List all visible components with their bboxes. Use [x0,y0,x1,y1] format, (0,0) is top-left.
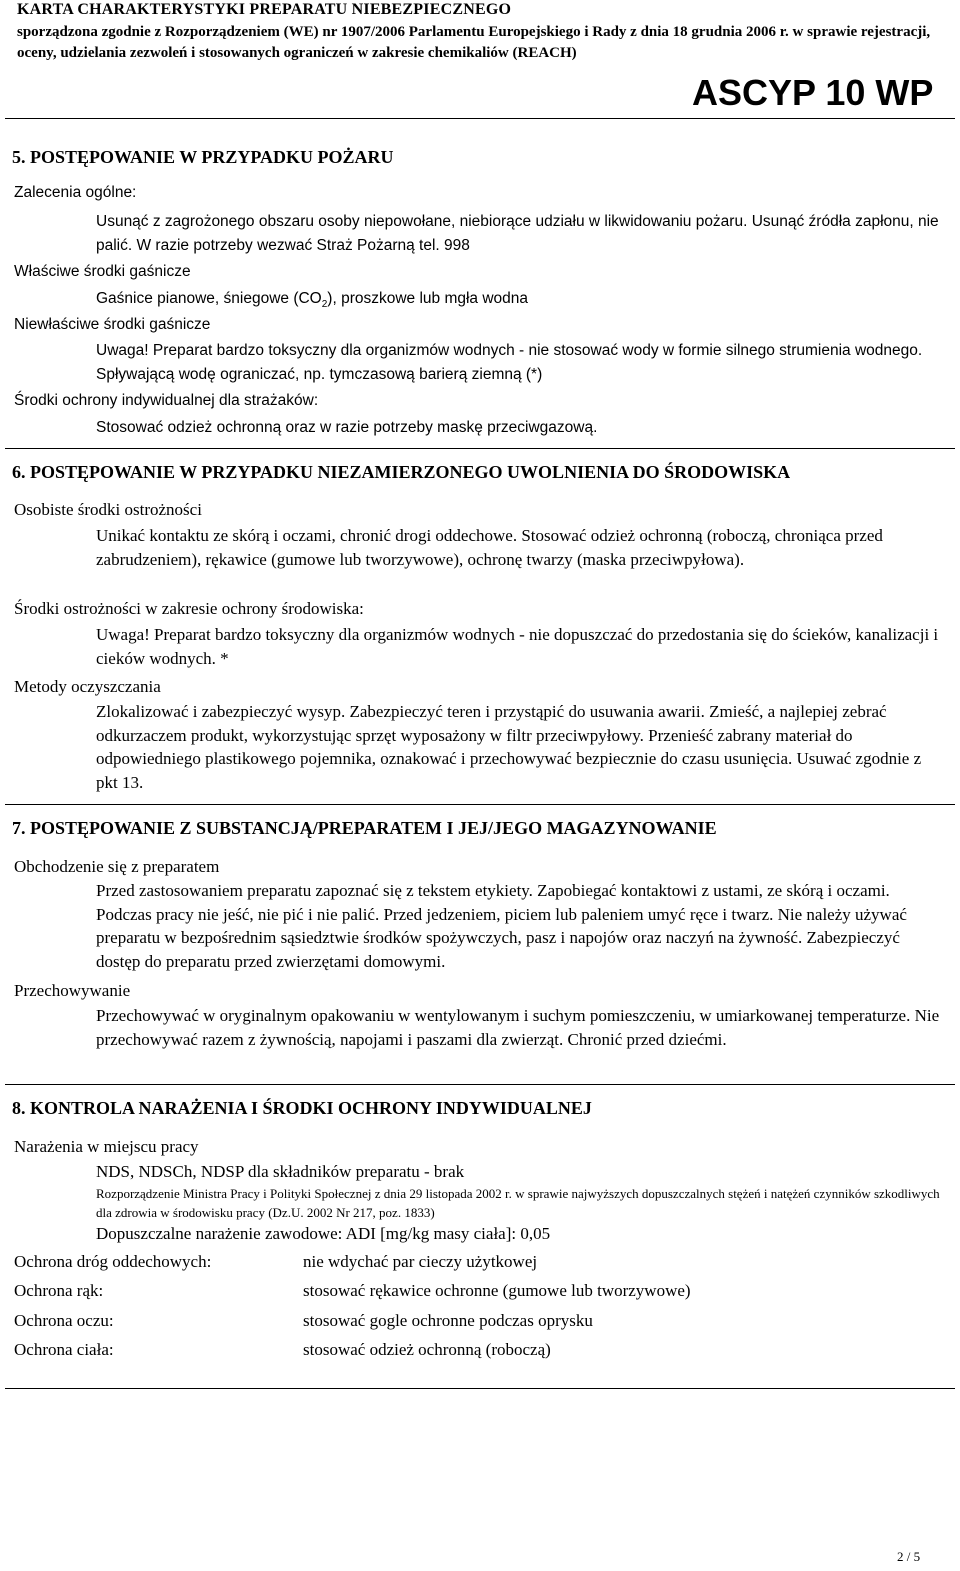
section-5-title: 5. POSTĘPOWANIE W PRZYPADKU POŻARU [12,147,394,167]
s6-label-cleanup: Metody oczyszczania [14,677,161,696]
s7-label-storage: Przechowywanie [14,981,131,1000]
s5-label-suitable: Właściwe środki gaśnicze [14,263,191,280]
s6-label-personal: Osobiste środki ostrożności [14,500,202,519]
s8-eyes-value: stosować gogle ochronne podczas oprysku [303,1311,593,1330]
s8-respiratory-value: nie wdychać par cieczy użytkowej [303,1252,538,1271]
s7-label-handling: Obchodzenie się z preparatem [14,857,220,876]
s5-label-firefighters: Środki ochrony indywidualnej dla strażaków: [14,392,319,409]
s6-text-cleanup: Zlokalizować i zabezpieczyć wysyp. Zabezpieczyć teren i przystąpić do usuwania awarii. Zmieść, a najlepiej zebrać odkurzaczem produkt, wykorzystując sprzęt wyposażony w filtr przeciwpyłowy. Przenieść zabrany materiał do odpowiedniego plastikowego pojemnika, oznakować i przechowywać bezpiecznie do czasu usunięcia. Usuwać zgodnie z pkt 13. [96,702,922,792]
document-subtitle: sporządzona zgodnie z Rozporządzeniem (WE) nr 1907/2006 Parlamentu Europejskiego i Rady z dnia 18 grudnia 2006 r. w sprawie rejestracji, oceny, udzielania zezwoleń i stosowanych ograniczeń w zakresie chemikaliów (REACH) [17,24,931,61]
page-number: 2 / 5 [897,1549,921,1564]
s5-text-unsuitable: Uwaga! Preparat bardzo toksyczny dla organizmów wodnych - nie stosować wody w formie silnego strumienia wodnego. Spływającą wodę ograniczać, np. tymczasową barierą ziemną (*) [96,342,923,383]
s8-regulation-note: Rozporządzenie Ministra Pracy i Polityki Społecznej z dnia 29 listopada 2002 r. w sprawie najwyższych dopuszczalnych stężeń i natężeń czynników szkodliwych dla zdrowia w środowisku pracy (Dz.U. 2002 Nr 217, poz. 1833) [96,1186,940,1220]
s5-label-unsuitable: Niewłaściwe środki gaśnicze [14,316,211,333]
divider [5,1084,955,1085]
s8-body-label: Ochrona ciała: [14,1340,114,1359]
divider [5,118,955,119]
s8-respiratory-label: Ochrona dróg oddechowych: [14,1252,212,1271]
s8-text-nds: NDS, NDSCh, NDSP dla składników preparatu - brak [96,1162,465,1181]
section-7-title: 7. POSTĘPOWANIE Z SUBSTANCJĄ/PREPARATEM I JEJ/JEGO MAGAZYNOWANIE [12,818,717,838]
document-title: KARTA CHARAKTERYSTYKI PREPARATU NIEBEZPIECZNEGO [17,1,512,18]
s6-text-personal: Unikać kontaktu ze skórą i oczami, chronić drogi oddechowe. Stosować odzież ochronną (roboczą, chroniąca przed zabrudzeniem), rękawice (gumowe lub tworzywowe), ochronę twarzy (maska przeciwpyłowa). [96,526,883,569]
section-6-title: 6. POSTĘPOWANIE W PRZYPADKU NIEZAMIERZONEGO UWOLNIENIA DO ŚRODOWISKA [12,462,791,482]
s8-body-value: stosować odzież ochronną (roboczą) [303,1340,551,1359]
divider [5,1388,955,1389]
s5-text-suitable: Gaśnice pianowe, śniegowe $(CO_2)$, proszkowe lub mgła wodna [96,290,529,311]
s8-label-workplace: Narażenia w miejscu pracy [14,1137,199,1156]
s8-eyes-label: Ochrona oczu: [14,1311,114,1330]
divider [5,448,955,449]
s6-label-environment: Środki ostrożności w zakresie ochrony środowiska: [14,599,364,618]
product-name: ASCYP 10 WP [692,72,934,113]
s8-text-adi: Dopuszczalne narażenie zawodowe: ADI [mg/kg masy ciała]: 0,05 [96,1224,551,1243]
s5-text-general: Usunąć z zagrożonego obszaru osoby niepowołane, niebiorące udziału w likwidowaniu pożaru. Usunąć źródła zapłonu, nie palić. W razie potrzeby wezwać Straż Pożarną tel. 998 [96,213,939,254]
divider [5,804,955,805]
s7-text-handling: Przed zastosowaniem preparatu zapoznać się z tekstem etykiety. Zapobiegać kontaktowi z ustami, ze skórą i oczami. Podczas pracy nie jeść, nie pić i nie palić. Przed jedzeniem, piciem lub paleniem umyć ręce i twarz. Nie należy używać preparatu w bezpośrednim sąsiedztwie środków spożywczych, pasz i napojów oraz naczyń na żywność. Zabezpieczyć dostęp do preparatu przed zwierzętami domowymi. [96,881,907,971]
s5-label-general: Zalecenia ogólne: [14,184,137,201]
s6-text-environment: Uwaga! Preparat bardzo toksyczny dla organizmów wodnych - nie dopuszczać do przedostania się do ścieków, kanalizacji i cieków wodnych. * [96,625,939,668]
s5-text-firefighters: Stosować odzież ochronną oraz w razie potrzeby maskę przeciwgazową. [96,419,598,436]
section-8-title: 8. KONTROLA NARAŻENIA I ŚRODKI OCHRONY INDYWIDUALNEJ [12,1098,592,1118]
s8-hands-value: stosować rękawice ochronne (gumowe lub tworzywowe) [303,1281,691,1300]
s8-hands-label: Ochrona rąk: [14,1281,104,1300]
s7-text-storage: Przechowywać w oryginalnym opakowaniu w wentylowanym i suchym pomieszczeniu, w umiarkowanej temperaturze. Nie przechowywać razem z żywnością, napojami i paszami dla zwierząt. Chronić przed dziećmi. [96,1006,940,1049]
